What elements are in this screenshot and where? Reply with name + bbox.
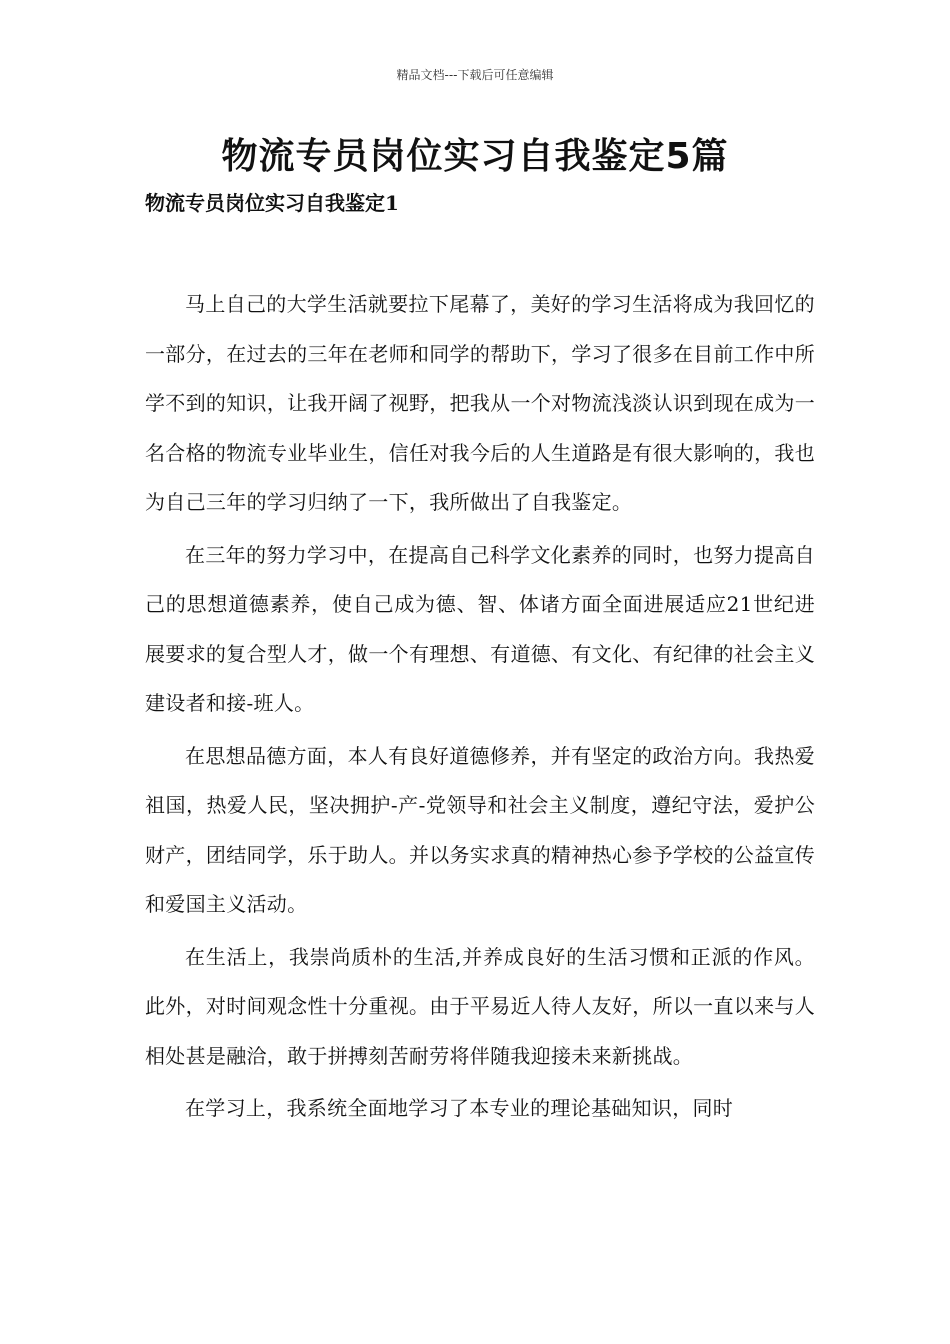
paragraph: 在思想品德方面，本人有良好道德修养，并有坚定的政治方向。我热爱祖国，热爱人民，坚决拥护-产-党领导和社会主义制度，遵纪守法，爱护公财产，团结同学，乐于助人。并以务实求真的精神热心参予学校的公益宣传和爱国主义活动。 xyxy=(145,743,815,916)
paragraph: 马上自己的大学生活就要拉下尾幕了，美好的学习生活将成为我回忆的一部分，在过去的三年在老师和同学的帮助下，学习了很多在目前工作中所学不到的知识，让我开阔了视野，把我从一个对物流浅淡认识到现在成为一名合格的物流专业毕业生，信任对我今后的人生道路是有很大影响的，我也为自己三年的学习归纳了一下，我所做出了自我鉴定。 xyxy=(145,292,815,514)
header-note: 精品文档---下载后可任意编辑 xyxy=(396,68,554,82)
document-body xyxy=(145,280,815,1137)
paragraph: 在学习上，我系统全面地学习了本专业的理论基础知识，同时 xyxy=(185,1096,734,1120)
paragraph: 在三年的努力学习中，在提高自己科学文化素养的同时，也努力提高自己的思想道德素养，使自己成为德、智、体诸方面全面进展适应21世纪进展要求的复合型人才，做一个有理想、有道德、有文化、有纪律的社会主义建设者和接-班人。 xyxy=(145,542,815,715)
section-title: 物流专员岗位实习自我鉴定1 xyxy=(145,191,399,215)
document-title: 物流专员岗位实习自我鉴定5篇 xyxy=(221,136,729,177)
paragraph: 在生活上，我崇尚质朴的生活,并养成良好的生活习惯和正派的作风。此外，对时间观念性十分重视。由于平易近人待人友好，所以一直以来与人相处甚是融洽，敢于拼搏刻苦耐劳将伴随我迎接未来新挑战。 xyxy=(145,944,815,1068)
